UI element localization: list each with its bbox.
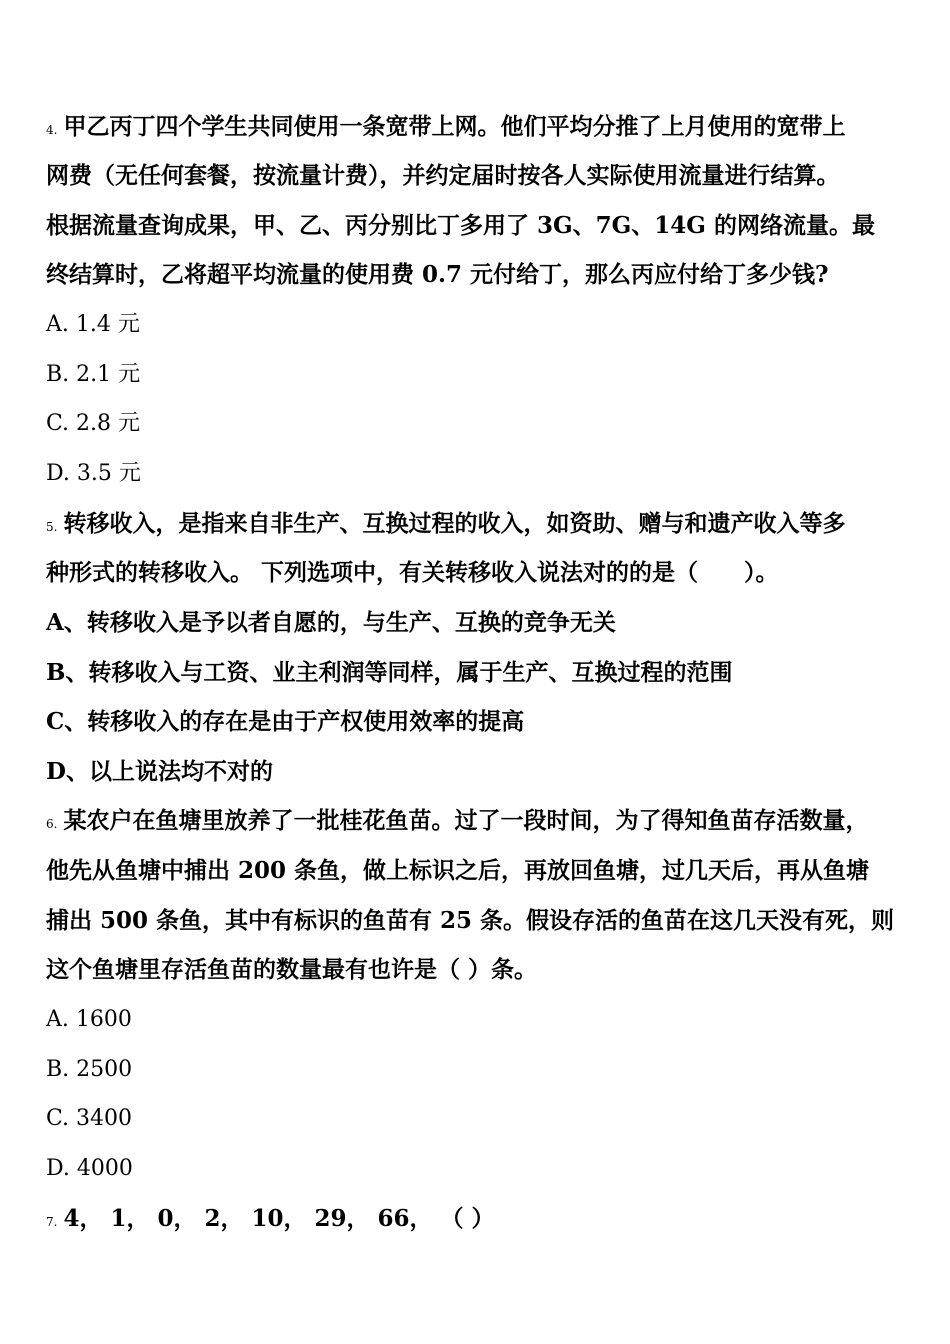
q5-line-1: 5. 转移收入，是指来自非生产、互换过程的收入，如资助、赠与和遗产收入等多 xyxy=(46,510,846,537)
q7-line-1: 7. 4， 1， 0， 2， 10， 29， 66， （ ） xyxy=(46,1205,495,1232)
q4-number: 4. xyxy=(46,123,58,137)
q4-line-1: 4. 甲乙丙丁四个学生共同使用一条宽带上网。他们平均分推了上月使用的宽带上 xyxy=(46,113,846,140)
q4-option-b: B. 2.1 元 xyxy=(46,362,141,387)
q4-line-3: 根据流量查询成果，甲、乙、丙分别比丁多用了 3G、7G、14G 的网络流量。最 xyxy=(46,212,875,239)
q5-line-2: 种形式的转移收入。 下列选项中，有关转移收入说法对的的是（ ）。 xyxy=(46,559,779,586)
q6-line-3: 捕出 500 条鱼，其中有标识的鱼苗有 25 条。假设存活的鱼苗在这几天没有死，则 xyxy=(46,907,895,934)
q5-option-d: D、以上说法均不对的 xyxy=(46,758,273,785)
q4-line-4: 终结算时，乙将超平均流量的使用费 0.7 元付给丁，那么丙应付给丁多少钱? xyxy=(46,261,829,288)
q6-option-d: D. 4000 xyxy=(46,1156,133,1181)
q4-option-a: A. 1.4 元 xyxy=(46,312,140,337)
q5-number: 5. xyxy=(46,520,58,534)
q4-line-2: 网费（无任何套餐，按流量计费），并约定届时按各人实际使用流量进行结算。 xyxy=(46,162,840,189)
q6-line-2: 他先从鱼塘中捕出 200 条鱼，做上标识之后，再放回鱼塘，过几天后，再从鱼塘 xyxy=(46,857,870,884)
q5-option-b: B、转移收入与工资、业主利润等同样，属于生产、互换过程的范围 xyxy=(46,659,733,686)
q5-option-a: A、转移收入是予以者自愿的，与生产、互换的竞争无关 xyxy=(46,609,616,636)
q4-option-c: C. 2.8 元 xyxy=(46,411,141,436)
q5-option-c: C、转移收入的存在是由于产权使用效率的提高 xyxy=(46,708,525,735)
q6-number: 6. xyxy=(46,817,58,831)
q7-number: 7. xyxy=(46,1215,58,1229)
q4-option-d: D. 3.5 元 xyxy=(46,461,141,486)
q6-line-1: 6. 某农户在鱼塘里放养了一批桂花鱼苗。过了一段时间，为了得知鱼苗存活数量， xyxy=(46,807,869,834)
q6-option-c: C. 3400 xyxy=(46,1106,133,1131)
q6-option-b: B. 2500 xyxy=(46,1057,133,1082)
q6-option-a: A. 1600 xyxy=(46,1007,132,1032)
q6-line-4: 这个鱼塘里存活鱼苗的数量最有也许是（ ）条。 xyxy=(46,956,538,983)
